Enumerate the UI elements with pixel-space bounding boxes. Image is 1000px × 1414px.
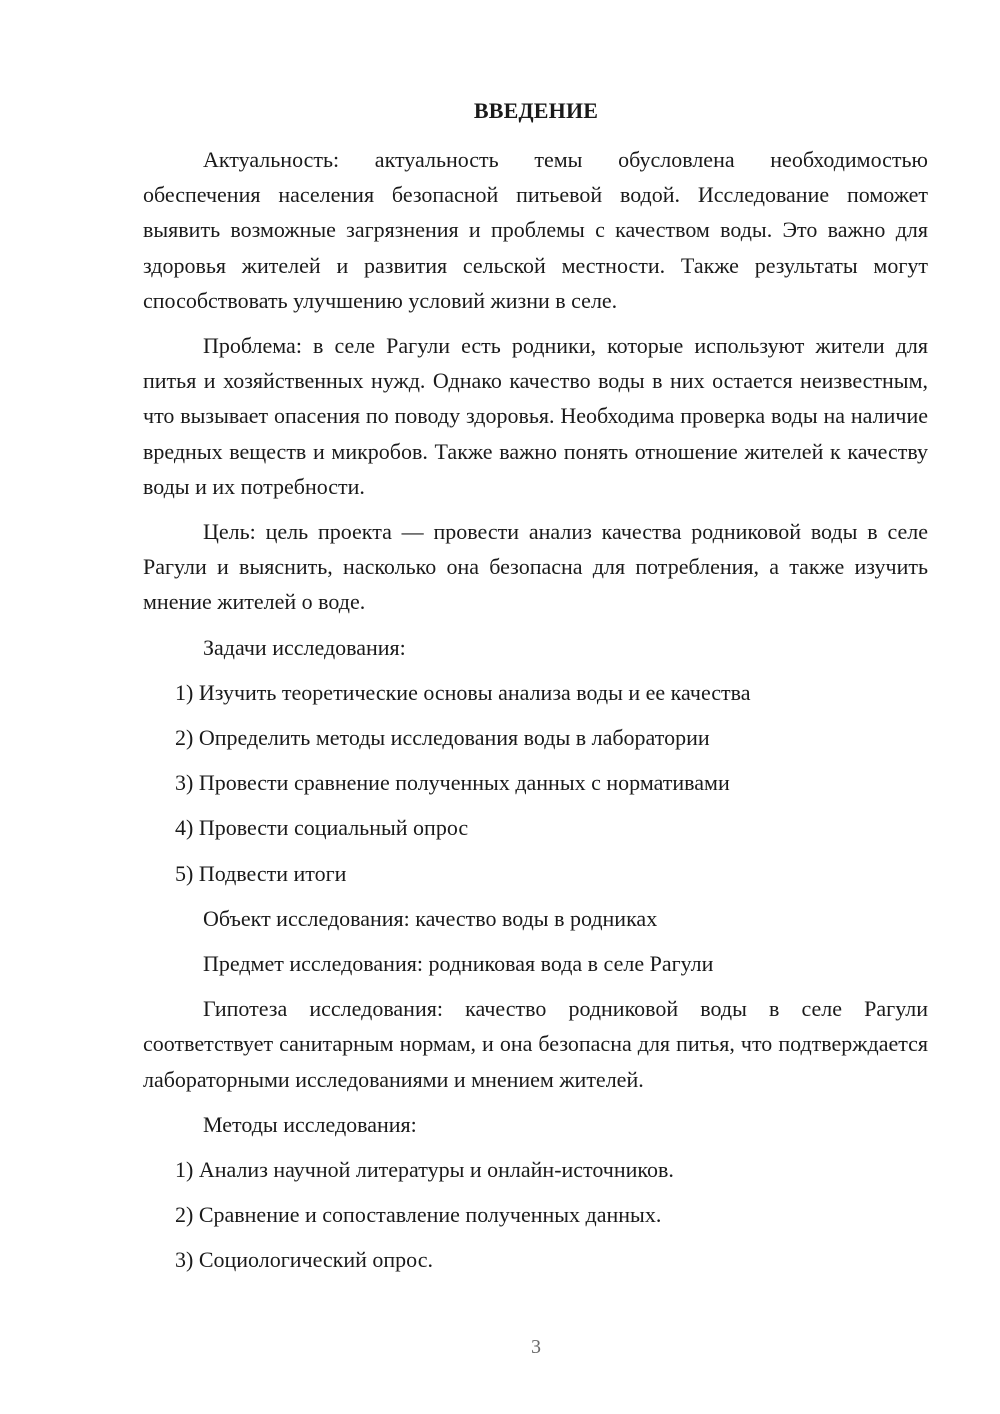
page-title: ВВЕДЕНИЕ	[473, 98, 599, 123]
task-item-4: 4) Провести социальный опрос	[175, 815, 469, 841]
method-item-1: 1) Анализ научной литературы и онлайн-источников.	[175, 1157, 674, 1183]
task-item-1: 1) Изучить теоретические основы анализа воды и ее качества	[175, 679, 751, 705]
methods-heading: Методы исследования:	[203, 1111, 417, 1137]
method-item-3: 3) Социологический опрос.	[175, 1247, 433, 1273]
object-line: Объект исследования: качество воды в родниках	[203, 905, 658, 931]
tasks-heading: Задачи исследования:	[203, 634, 406, 660]
hypothesis-paragraph: Гипотеза исследования: качество родниковой воды в селе Рагули соответствует санитарным нормам, и она безопасна для питья, что подтверждается лабораторными исследованиями и мнением жителей.	[143, 996, 928, 1092]
task-item-2: 2) Определить методы исследования воды в лаборатории	[175, 725, 710, 751]
problem-paragraph: Проблема: в селе Рагули есть родники, которые используют жители для питья и хозяйственных нужд. Однако качество воды в них остается неизвестным, что вызывает опасения по поводу здоровья. Необходима проверка воды на наличие вредных веществ и микробов. Также важно понять отношение жителей к качеству воды и их потребности.	[143, 333, 928, 499]
method-item-2: 2) Сравнение и сопоставление полученных данных.	[175, 1202, 662, 1228]
task-item-5: 5) Подвести итоги	[175, 860, 347, 886]
goal-paragraph: Цель: цель проекта — провести анализ качества родниковой воды в селе Рагули и выяснить, насколько она безопасна для потребления, а также изучить мнение жителей о воде.	[143, 519, 928, 615]
document-body	[143, 142, 928, 1288]
relevance-paragraph: Актуальность: актуальность темы обусловлена необходимостью обеспечения населения безопасной питьевой водой. Исследование поможет выявить возможные загрязнения и проблемы с качеством воды. Это важно для здоровья жителей и развития сельской местности. Также результаты могут способствовать улучшению условий жизни в селе.	[143, 147, 928, 313]
subject-line: Предмет исследования: родниковая вода в селе Рагули	[203, 951, 714, 977]
task-item-3: 3) Провести сравнение полученных данных с нормативами	[175, 770, 730, 796]
page-number: 3	[531, 1336, 541, 1358]
